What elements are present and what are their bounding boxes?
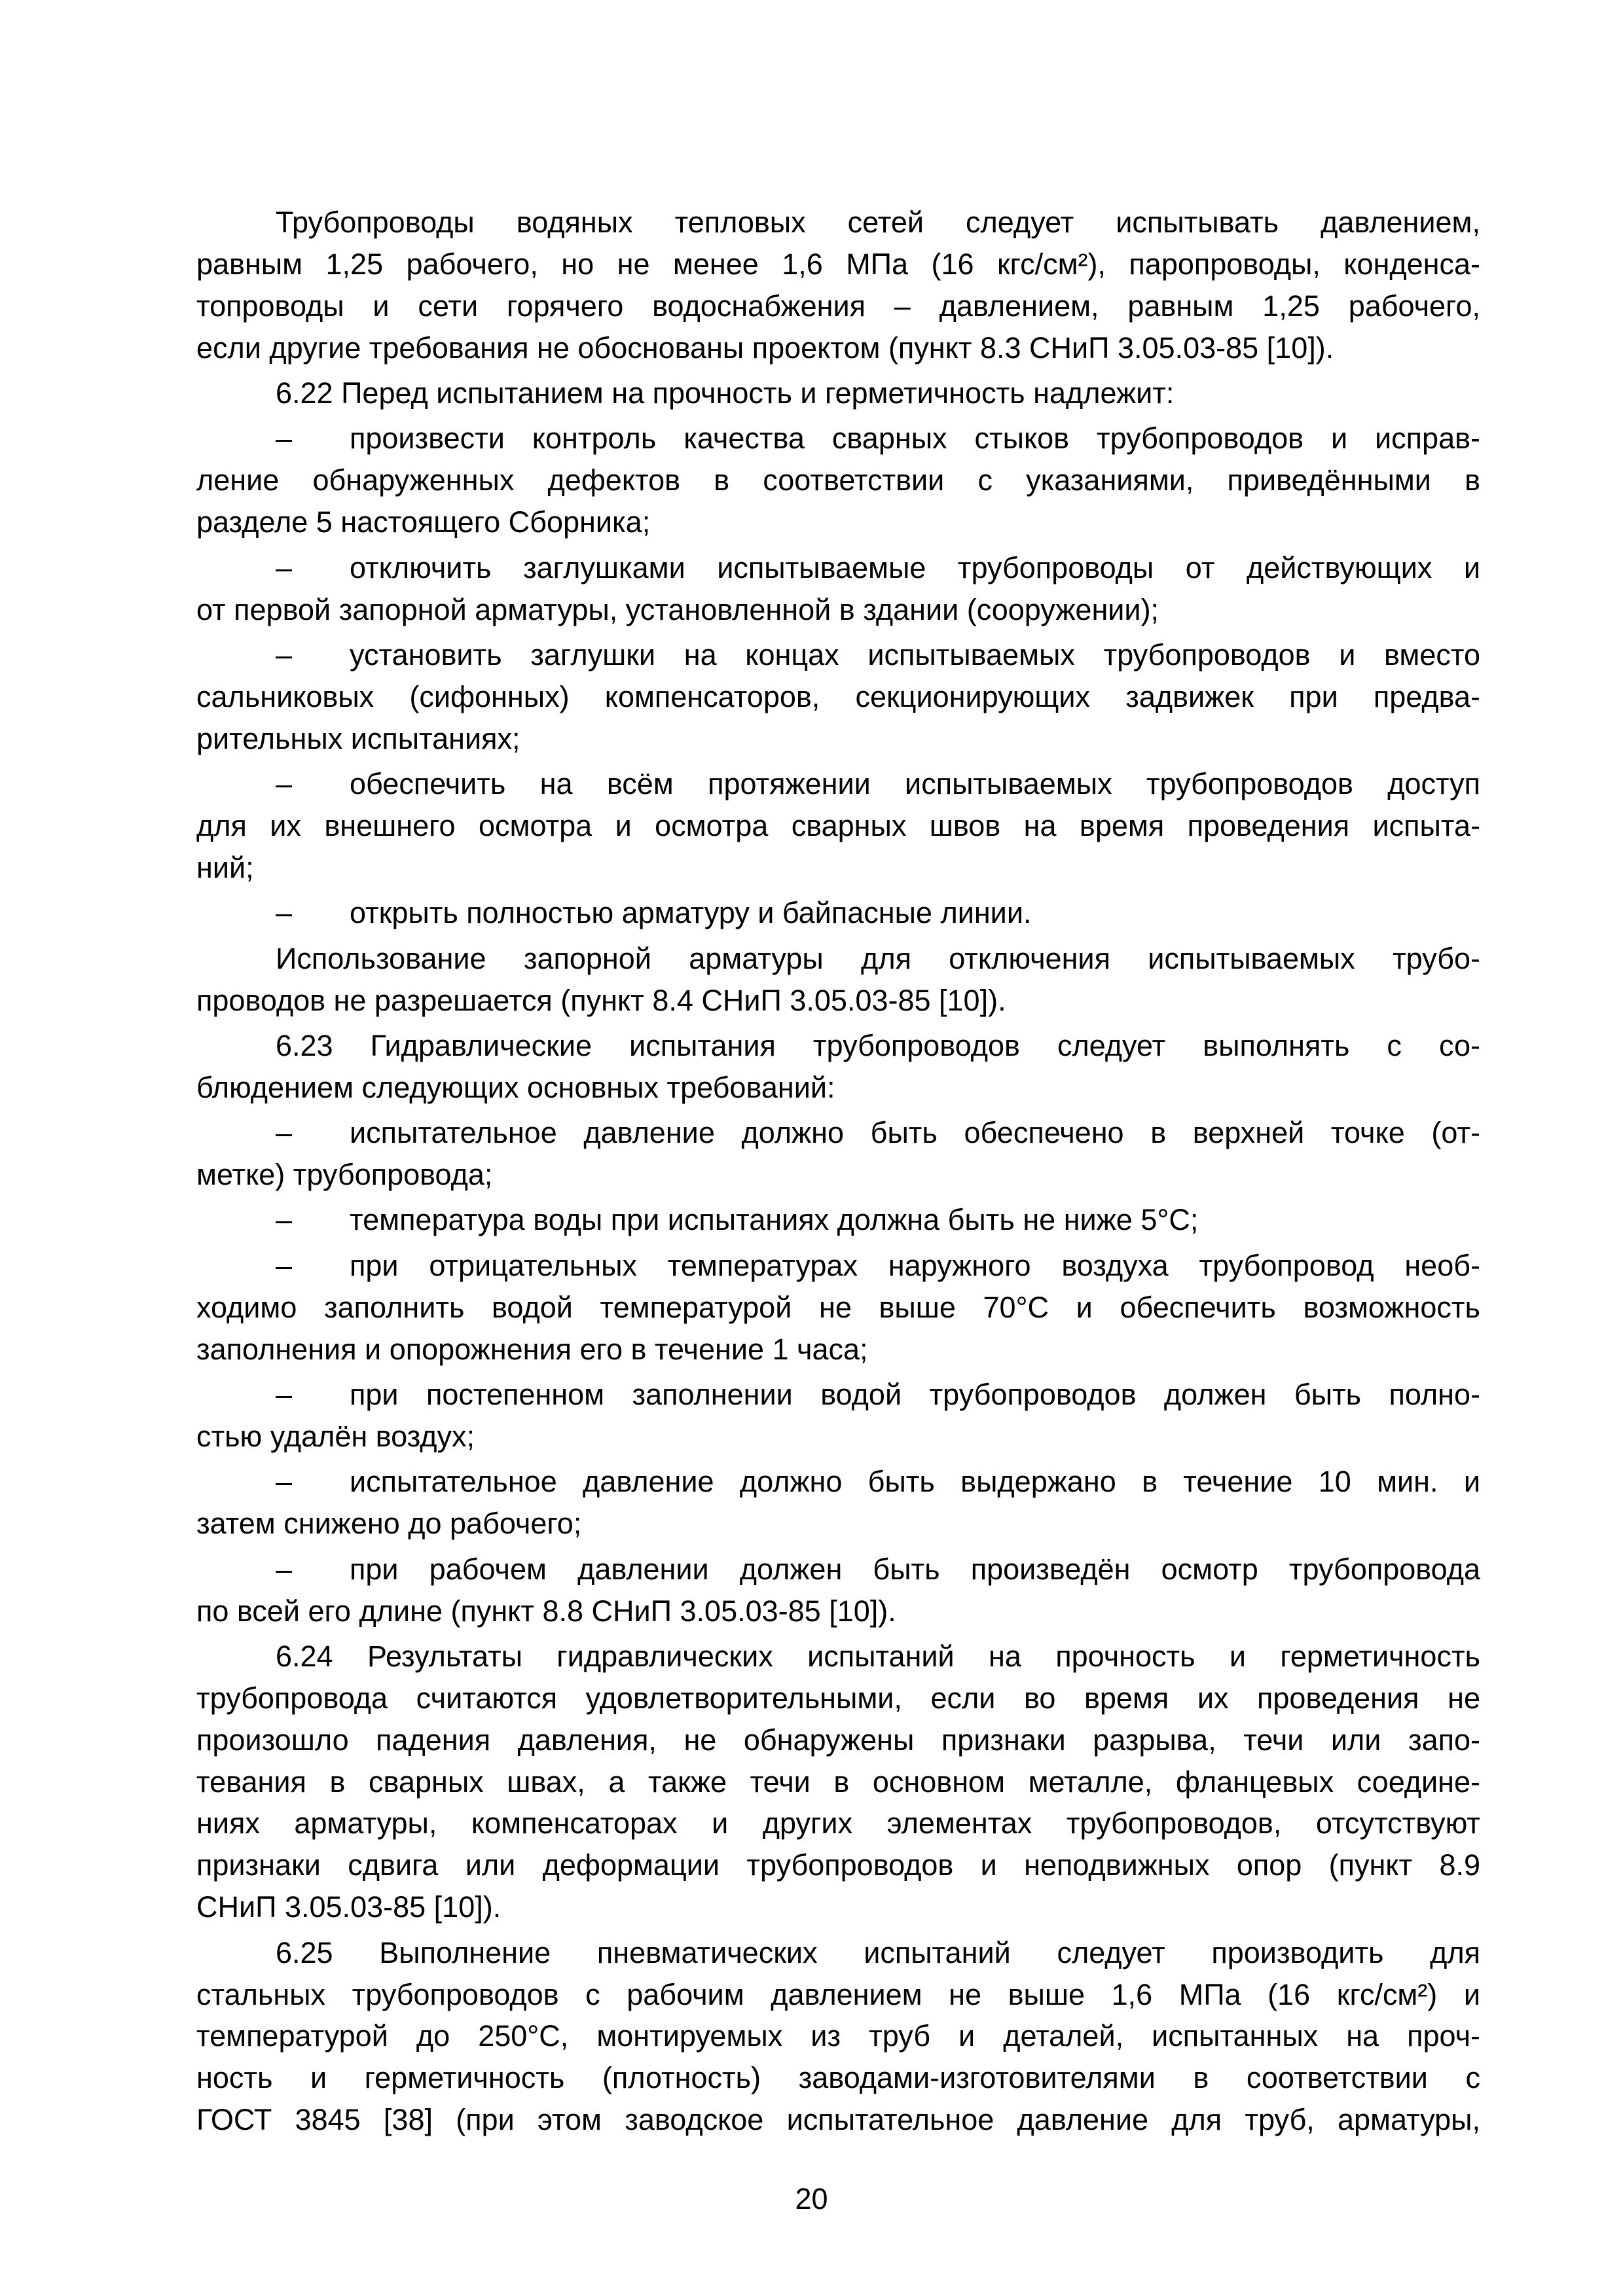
text-line: заполнения и опорожнения его в течение 1 часа; (196, 1332, 868, 1366)
text-line: разделе 5 настоящего Сборника; (196, 505, 651, 539)
text-line: тевания в сварных швах, а также течи в основном металле, фланцевых соедине- (196, 1765, 1480, 1799)
text-line: 6.22 Перед испытанием на прочность и герметичность надлежит: (276, 376, 1175, 410)
text-line: по всей его длине (пункт 8.8 СНиП 3.05.03-85 [10]). (196, 1594, 896, 1628)
list-item (196, 763, 1480, 889)
document-body (196, 202, 1480, 2141)
paragraph (196, 1636, 1480, 1928)
list-item (196, 1199, 1480, 1241)
bullet-dash: – (276, 767, 293, 801)
bullet-dash: – (276, 896, 293, 930)
text-line: СНиП 3.05.03-85 [10]). (196, 1890, 501, 1924)
text-line: признаки сдвига или деформации трубопроводов и неподвижных опор (пункт 8.9 (196, 1848, 1480, 1882)
text-line: температура воды при испытаниях должна быть не ниже 5°С; (350, 1203, 1199, 1237)
list-item (196, 1374, 1480, 1458)
text-line: метке) трубопровода; (196, 1158, 493, 1192)
list-item (196, 634, 1480, 760)
text-line: ление обнаруженных дефектов в соответствии с указаниями, приведёнными в (196, 463, 1480, 497)
text-line: открыть полностью арматуру и байпасные линии. (350, 896, 1032, 930)
text-line: затем снижено до рабочего; (196, 1507, 582, 1541)
text-line: произошло падения давления, не обнаружены признаки разрыва, течи или запо- (196, 1723, 1480, 1757)
bullet-dash: – (276, 1116, 293, 1150)
list-item (196, 1461, 1480, 1545)
text-line: Трубопроводы водяных тепловых сетей следует испытывать давлением, (276, 206, 1480, 239)
text-line: при рабочем давлении должен быть произведён осмотр трубопровода (350, 1552, 1480, 1586)
paragraph (196, 202, 1480, 369)
text-line: Использование запорной арматуры для отключения испытываемых трубо- (276, 941, 1480, 975)
text-line: при постепенном заполнении водой трубопроводов должен быть полно- (350, 1378, 1480, 1412)
text-line: рительных испытаниях; (196, 721, 520, 755)
text-line: испытательное давление должно быть выдержано в течение 10 мин. и (350, 1465, 1480, 1499)
bullet-dash: – (276, 1203, 293, 1237)
text-line: при отрицательных температурах наружного воздуха трубопровод необ- (350, 1248, 1480, 1282)
text-line: если другие требования не обоснованы проектом (пункт 8.3 СНиП 3.05.03-85 [10]). (196, 331, 1334, 365)
paragraph (196, 938, 1480, 1022)
text-line: ГОСТ 3845 [38] (при этом заводское испытательное давление для труб, арматуры, (196, 2103, 1480, 2137)
list-item (196, 892, 1480, 934)
bullet-dash: – (276, 422, 293, 456)
text-line: ний; (196, 850, 254, 884)
text-line: стальных трубопроводов с рабочим давлением не выше 1,6 МПа (16 кгс/см²) и (196, 1977, 1480, 2011)
text-line: сальниковых (сифонных) компенсаторов, секционирующих задвижек при предва- (196, 679, 1480, 713)
paragraph (196, 1025, 1480, 1109)
bullet-dash: – (276, 1552, 293, 1586)
list-item (196, 547, 1480, 631)
text-line: произвести контроль качества сварных стыков трубопроводов и исправ- (350, 422, 1480, 456)
bullet-dash: – (276, 1248, 293, 1282)
text-line: 6.23 Гидравлические испытания трубопроводов следует выполнять с со- (276, 1028, 1480, 1062)
list-item (196, 1245, 1480, 1371)
list-item (196, 418, 1480, 543)
page-number: 20 (795, 2182, 828, 2215)
text-line: блюдением следующих основных требований: (196, 1070, 835, 1104)
list-item (196, 1112, 1480, 1196)
bullet-dash: – (276, 550, 293, 584)
text-line: обеспечить на всём протяжении испытываемых трубопроводов доступ (350, 767, 1480, 801)
text-line: 6.25 Выполнение пневматических испытаний следует производить для (276, 1935, 1480, 1969)
text-line: отключить заглушками испытываемые трубопроводы от действующих и (350, 550, 1480, 584)
bullet-dash: – (276, 1465, 293, 1499)
text-line: испытательное давление должно быть обеспечено в верхней точке (от- (350, 1116, 1480, 1150)
text-line: для их внешнего осмотра и осмотра сварных швов на время проведения испыта- (196, 808, 1480, 842)
text-line: от первой запорной арматуры, установленной в здании (сооружении); (196, 592, 1159, 626)
paragraph (196, 372, 1480, 414)
paragraph (196, 1932, 1480, 2141)
text-line: ниях арматуры, компенсаторах и других элементах трубопроводов, отсутствуют (196, 1806, 1480, 1840)
text-line: температурой до 250°С, монтируемых из труб и деталей, испытанных на проч- (196, 2019, 1480, 2053)
text-line: 6.24 Результаты гидравлических испытаний на прочность и герметичность (276, 1639, 1480, 1673)
text-line: ность и герметичность (плотность) заводами-изготовителями в соответствии с (196, 2061, 1480, 2095)
text-line: ходимо заполнить водой температурой не выше 70°С и обеспечить возможность (196, 1290, 1480, 1324)
bullet-dash: – (276, 1378, 293, 1412)
text-line: равным 1,25 рабочего, но не менее 1,6 МПа (16 кгс/см²), паропроводы, конденса- (196, 247, 1480, 281)
bullet-dash: – (276, 637, 293, 672)
text-line: установить заглушки на концах испытываемых трубопроводов и вместо (350, 637, 1480, 672)
text-line: проводов не разрешается (пункт 8.4 СНиП 3.05.03-85 [10]). (196, 983, 1006, 1017)
text-line: стью удалён воздух; (196, 1419, 475, 1453)
text-line: топроводы и сети горячего водоснабжения – давлением, равным 1,25 рабочего, (196, 289, 1480, 323)
list-item (196, 1549, 1480, 1632)
text-line: трубопровода считаются удовлетворительными, если во время их проведения не (196, 1681, 1480, 1715)
